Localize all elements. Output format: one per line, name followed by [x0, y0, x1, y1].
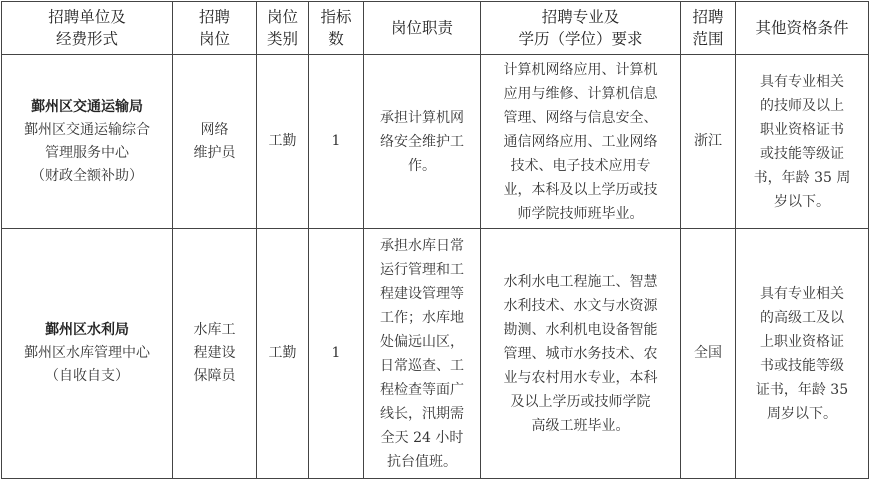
header-duty: 岗位职责 [364, 2, 481, 55]
header-quota: 指标 数 [309, 2, 364, 55]
header-major: 招聘专业及 学历（学位）要求 [481, 2, 681, 55]
bureau-name: 鄞州区水利局 [45, 322, 129, 338]
quota-cell: 1 [309, 55, 364, 229]
bureau-name: 鄞州区交通运输局 [31, 98, 143, 115]
range-cell: 全国 [681, 229, 736, 479]
other-qualification-cell: 具有专业相关 的高级工及以 上职业资格证 书或技能等级 证书，年龄 35 周岁以下。 [736, 229, 869, 479]
header-row [2, 2, 869, 55]
table-row [2, 55, 869, 229]
table-row [2, 229, 869, 479]
range-cell: 浙江 [681, 55, 736, 229]
recruitment-table [1, 1, 869, 479]
quota-cell: 1 [309, 229, 364, 479]
header-category: 岗位 类别 [257, 2, 309, 55]
category-cell: 工勤 [257, 55, 309, 229]
major-cell: 计算机网络应用、计算机 应用与维修、计算机信息 管理、网络与信息安全、 通信网络应用、工业网络 技术、电子技术应用专 业，本科及以上学历或技 师学院技师班毕业。 [481, 55, 681, 229]
header-post: 招聘 岗位 [173, 2, 257, 55]
unit-cell: 鄞州区水利局 鄞州区水库管理中心 （自收自支） [2, 229, 173, 479]
major-cell: 水利水电工程施工、智慧 水利技术、水文与水资源 勘测、水利机电设备智能 管理、城市水务技术、农 业与农村用水专业，本科 及以上学历或技师学院 高级工班毕业。 [481, 229, 681, 479]
unit-cell: 鄞州区交通运输局 鄞州区交通运输综合 管理服务中心 （财政全额补助） [2, 55, 173, 229]
post-cell: 水库工 程建设 保障员 [173, 229, 257, 479]
header-unit: 招聘单位及 经费形式 [2, 2, 173, 55]
post-cell: 网络 维护员 [173, 55, 257, 229]
header-range: 招聘 范围 [681, 2, 736, 55]
duty-cell: 承担水库日常 运行管理和工 程建设管理等 工作；水库地 处偏远山区， 日常巡查、工 程检查等面广 线长，汛期需 全天 24 小时 抗台值班。 [364, 229, 481, 479]
header-other: 其他资格条件 [736, 2, 869, 55]
duty-cell: 承担计算机网 络安全维护工 作。 [364, 55, 481, 229]
other-qualification-cell: 具有专业相关 的技师及以上 职业资格证书 或技能等级证 书，年龄 35 周 岁以下。 [736, 55, 869, 229]
category-cell: 工勤 [257, 229, 309, 479]
